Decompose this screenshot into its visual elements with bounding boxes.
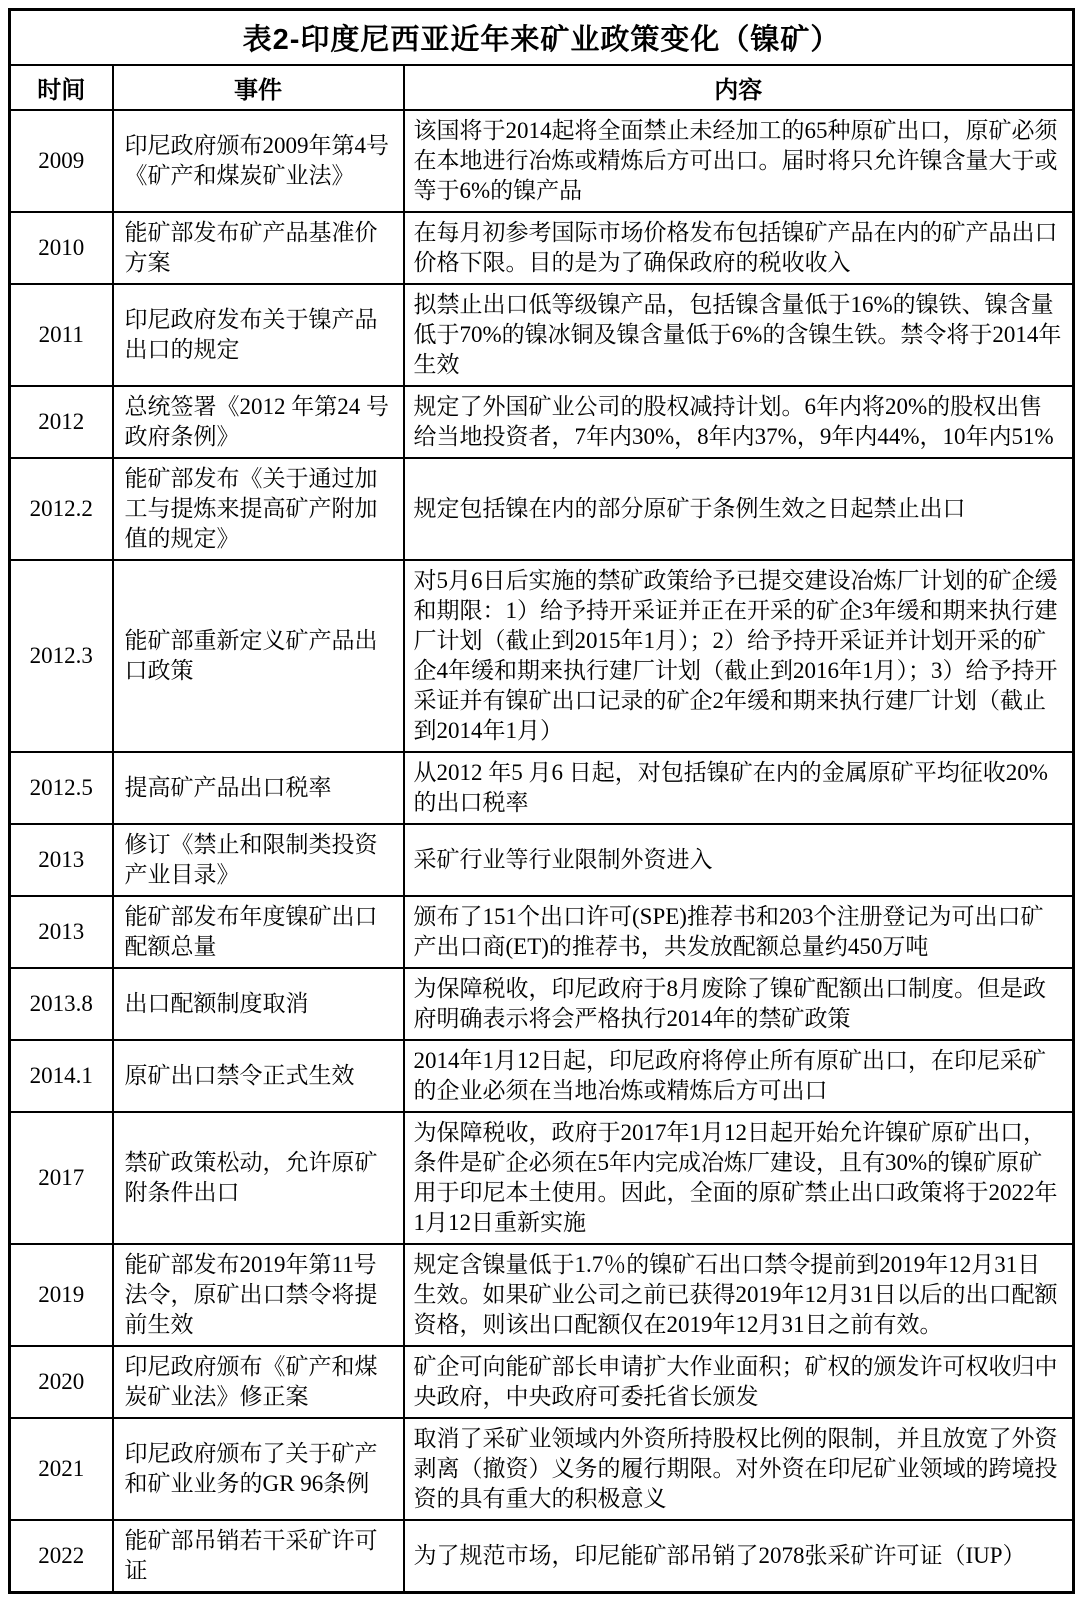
- table-row: [10, 1244, 1074, 1346]
- time-cell: 2012: [10, 386, 113, 458]
- table-row: [10, 386, 1074, 458]
- event-cell: 印尼政府颁布2009年第4号《矿产和煤炭矿业法》: [113, 110, 404, 212]
- event-cell: 印尼政府颁布了关于矿产和矿业业务的GR 96条例: [113, 1418, 404, 1520]
- event-cell: 印尼政府发布关于镍产品出口的规定: [113, 284, 404, 386]
- event-cell: 能矿部发布2019年第11号法令，原矿出口禁令将提前生效: [113, 1244, 404, 1346]
- content-cell: 为了规范市场，印尼能矿部吊销了2078张采矿许可证（IUP）: [404, 1520, 1074, 1593]
- table-row: [10, 1112, 1074, 1244]
- content-cell: 拟禁止出口低等级镍产品，包括镍含量低于16%的镍铁、镍含量低于70%的镍冰铜及镍含量低于6%的含镍生铁。禁令将于2014年生效: [404, 284, 1074, 386]
- table-row: [10, 1418, 1074, 1520]
- time-cell: 2020: [10, 1346, 113, 1418]
- time-cell: 2011: [10, 284, 113, 386]
- table-row: [10, 1346, 1074, 1418]
- time-cell: 2022: [10, 1520, 113, 1593]
- time-cell: 2013: [10, 824, 113, 896]
- content-cell: 规定了外国矿业公司的股权减持计划。6年内将20%的股权出售给当地投资者，7年内30%，8年内37%，9年内44%，10年内51%: [404, 386, 1074, 458]
- column-header-content: 内容: [404, 65, 1074, 110]
- content-cell: 为保障税收，政府于2017年1月12日起开始允许镍矿原矿出口，条件是矿企必须在5年内完成冶炼厂建设，且有30%的镍矿原矿用于印尼本土使用。因此，全面的原矿禁止出口政策将于2022年1月12日重新实施: [404, 1112, 1074, 1244]
- title-row: [10, 10, 1074, 66]
- column-header-time: 时间: [10, 65, 113, 110]
- content-cell: 取消了采矿业领域内外资所持股权比例的限制，并且放宽了外资剥离（撤资）义务的履行期限。对外资在印尼矿业领域的跨境投资的具有重大的积极意义: [404, 1418, 1074, 1520]
- table-row: [10, 824, 1074, 896]
- event-cell: 禁矿政策松动，允许原矿附条件出口: [113, 1112, 404, 1244]
- time-cell: 2019: [10, 1244, 113, 1346]
- header-row: [10, 65, 1074, 110]
- table-title: 表2-印度尼西亚近年来矿业政策变化（镍矿）: [10, 10, 1074, 66]
- event-cell: 出口配额制度取消: [113, 968, 404, 1040]
- content-cell: 规定包括镍在内的部分原矿于条例生效之日起禁止出口: [404, 458, 1074, 560]
- content-cell: 矿企可向能矿部长申请扩大作业面积；矿权的颁发许可权收归中央政府，中央政府可委托省长颁发: [404, 1346, 1074, 1418]
- event-cell: 修订《禁止和限制类投资产业目录》: [113, 824, 404, 896]
- time-cell: 2017: [10, 1112, 113, 1244]
- time-cell: 2012.5: [10, 752, 113, 824]
- content-cell: 该国将于2014起将全面禁止未经加工的65种原矿出口，原矿必须在本地进行冶炼或精炼后方可出口。届时将只允许镍含量大于或等于6%的镍产品: [404, 110, 1074, 212]
- time-cell: 2021: [10, 1418, 113, 1520]
- content-cell: 为保障税收，印尼政府于8月废除了镍矿配额出口制度。但是政府明确表示将会严格执行2014年的禁矿政策: [404, 968, 1074, 1040]
- content-cell: 采矿行业等行业限制外资进入: [404, 824, 1074, 896]
- table-row: [10, 212, 1074, 284]
- table-row: [10, 896, 1074, 968]
- time-cell: 2009: [10, 110, 113, 212]
- event-cell: 能矿部发布矿产品基准价方案: [113, 212, 404, 284]
- content-cell: 在每月初参考国际市场价格发布包括镍矿产品在内的矿产品出口价格下限。目的是为了确保政府的税收收入: [404, 212, 1074, 284]
- time-cell: 2014.1: [10, 1040, 113, 1112]
- table-row: [10, 1520, 1074, 1593]
- table-row: [10, 110, 1074, 212]
- event-cell: 提高矿产品出口税率: [113, 752, 404, 824]
- mining-policy-table: [8, 8, 1075, 1594]
- event-cell: 印尼政府颁布《矿产和煤炭矿业法》修正案: [113, 1346, 404, 1418]
- content-cell: 颁布了151个出口许可(SPE)推荐书和203个注册登记为可出口矿产出口商(ET)的推荐书，共发放配额总量约450万吨: [404, 896, 1074, 968]
- time-cell: 2012.2: [10, 458, 113, 560]
- event-cell: 总统签署《2012 年第24 号政府条例》: [113, 386, 404, 458]
- table-row: [10, 458, 1074, 560]
- content-cell: 从2012 年5 月6 日起，对包括镍矿在内的金属原矿平均征收20%的出口税率: [404, 752, 1074, 824]
- time-cell: 2012.3: [10, 560, 113, 752]
- event-cell: 能矿部发布《关于通过加工与提炼来提高矿产附加值的规定》: [113, 458, 404, 560]
- event-cell: 能矿部发布年度镍矿出口配额总量: [113, 896, 404, 968]
- table-row: [10, 560, 1074, 752]
- column-header-event: 事件: [113, 65, 404, 110]
- table-body: [10, 110, 1074, 1593]
- event-cell: 原矿出口禁令正式生效: [113, 1040, 404, 1112]
- time-cell: 2013: [10, 896, 113, 968]
- time-cell: 2013.8: [10, 968, 113, 1040]
- content-cell: 2014年1月12日起，印尼政府将停止所有原矿出口，在印尼采矿的企业必须在当地冶炼或精炼后方可出口: [404, 1040, 1074, 1112]
- table-row: [10, 1040, 1074, 1112]
- table-row: [10, 752, 1074, 824]
- time-cell: 2010: [10, 212, 113, 284]
- content-cell: 对5月6日后实施的禁矿政策给予已提交建设冶炼厂计划的矿企缓和期限：1）给予持开采证并正在开采的矿企3年缓和期来执行建厂计划（截止到2015年1月）；2）给予持开采证并计划开采的矿企4年缓和期来执行建厂计划（截止到2016年1月）；3）给予持开采证并有镍矿出口记录的矿企2年缓和期来执行建厂计划（截止到2014年1月）: [404, 560, 1074, 752]
- event-cell: 能矿部重新定义矿产品出口政策: [113, 560, 404, 752]
- event-cell: 能矿部吊销若干采矿许可证: [113, 1520, 404, 1593]
- table-row: [10, 968, 1074, 1040]
- content-cell: 规定含镍量低于1.7％的镍矿石出口禁令提前到2019年12月31日生效。如果矿业公司之前已获得2019年12月31日以后的出口配额资格，则该出口配额仅在2019年12月31日之前有效。: [404, 1244, 1074, 1346]
- table-row: [10, 284, 1074, 386]
